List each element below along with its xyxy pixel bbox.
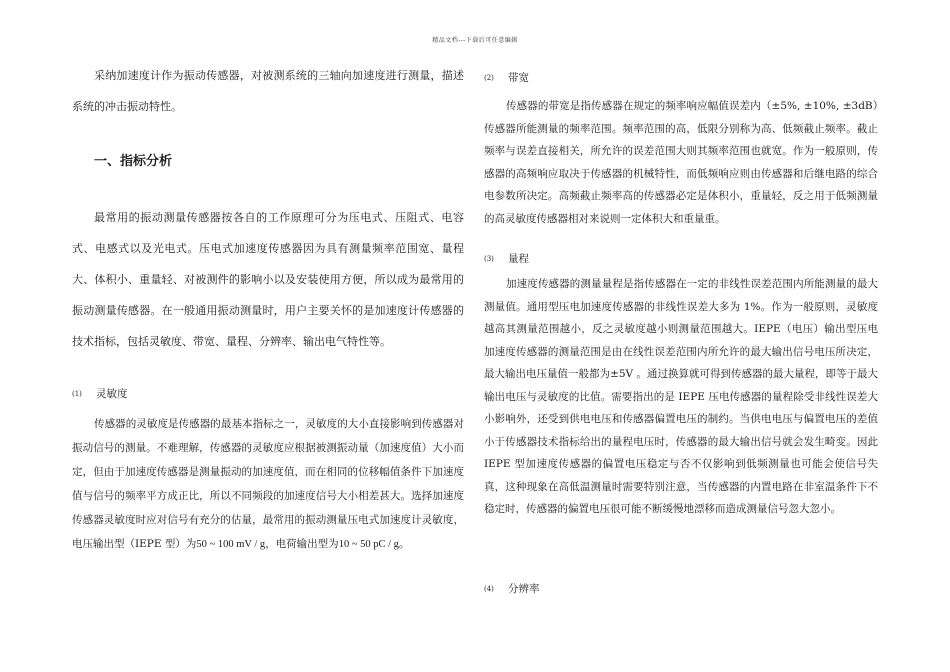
subheading-number: (1) bbox=[72, 390, 82, 398]
subheading-number: (4) bbox=[484, 585, 494, 593]
sensitivity-paragraph bbox=[72, 412, 464, 557]
sensors-paragraph: 最常用的振动测量传感器按各自的工作原理可分为压电式、压阻式、电容式、电感式以及光电式。压电式加速度传感器因为具有测量频率范围宽、量程大、体积小、重量轻、对被测件的影响小以及安装使用方便，所以成为最常用的振动测量传感器。在一般通用振动测量时，用户主要关怀的是加速度计传感器的技术指标，包括灵敏度、带宽、量程、分辨率、输出电气特性等。 bbox=[72, 211, 464, 348]
subheading-resolution bbox=[484, 581, 540, 596]
sensitivity-text-a: 传感器的灵敏度是传感器的最基本指标之一，灵敏度的大小直接影响到传感器对振动信号的测量。不难理解，传感器的灵敏度应根据被测振动量（加速度值）大小而定，但由于加速度传感器是测量振动的加速度值，而在相同的位移幅值条件下加速度值与信号的频率平方成正比，所以不同频段的加速度信号大小相差甚大。选择加速度传感器灵敏度时应对信号有充分的估量，最常用的振动测量压电式加速度计灵敏度，电压输出型（IEPE 型）为 bbox=[72, 418, 464, 550]
sensitivity-text-c: 。 bbox=[398, 538, 410, 550]
range-paragraph: 加速度传感器的测量量程是指传感器在一定的非线性误差范围内所能测量的最大测量值。通用型压电加速度传感器的非线性误差大多为 1%。作为一般原则，灵敏度越高其测量范围越小，反之灵敏度越小则测量范围越大。IEPE（电压）输出型压电加速度传感器的测量范围是由在线性误差范围内所允许的最大输出信号电压所决定，最大输出电压量值一般都为±5V 。通过换算就可得到传感器的最大量程，即等于最大输出电压与灵敏度的比值。需要指出的是 IEPE 压电传感器的量程除受非线性误差大小影响外，还受到供电电压和传感器偏置电压的制约。当供电电压与偏置电压的差值小于传感器技术指标给出的量程电压时，传感器的最大输出信号就会发生畸变。因此 IEPE 型加速度传感器的偏置电压稳定与否不仅影响到低频测量也可能会使信号失真，这种现象在高低温测量时需要特别注意，当传感器的内置电路在非室温条件下不稳定时，传感器的偏置电压很可能不断缓慢地漂移而造成测量信号忽大忽小。 bbox=[484, 278, 878, 515]
subheading-sensitivity bbox=[72, 386, 128, 401]
subheading-label: 分辨率 bbox=[508, 583, 540, 595]
subheading-number: (2) bbox=[484, 74, 494, 82]
subheading-number: (3) bbox=[484, 255, 494, 263]
voltage-sensitivity-formula: 50 ~ 100 mV / g bbox=[196, 539, 266, 550]
charge-sensitivity-formula: 10 ~ 50 pC / g bbox=[338, 539, 399, 550]
subheading-bandwidth bbox=[484, 70, 529, 85]
intro-paragraph: 采纳加速度计作为振动传感器，对被测系统的三轴向加速度进行测量，描述系统的冲击振动特性。 bbox=[72, 69, 464, 113]
subheading-label: 灵敏度 bbox=[96, 388, 128, 400]
sensitivity-text-b: ，电荷输出型为 bbox=[265, 538, 339, 550]
subheading-label: 带宽 bbox=[508, 72, 529, 84]
subheading-label: 量程 bbox=[508, 253, 529, 265]
section-title: 一、指标分析 bbox=[94, 154, 173, 169]
subheading-range bbox=[484, 251, 529, 266]
bandwidth-paragraph: 传感器的带宽是指传感器在规定的频率响应幅值误差内（±5%, ±10%, ±3dB）传感器所能测量的频率范围。频率范围的高，低限分别称为高、低频截止频率。截止频率与误差直接相关，所允许的误差范围大则其频率范围也就宽。作为一般原则，传感器的高频响应取决于传感器的机械特性，而低频响应则由传感器和后继电路的综合电参数所决定。高频截止频率高的传感器必定是体积小，重量轻，反之用于低频测量的高灵敏度传感器相对来说则一定体积大和重量重。 bbox=[484, 100, 878, 225]
page-header: 精品文档---下载后可任意编辑 bbox=[432, 37, 518, 44]
